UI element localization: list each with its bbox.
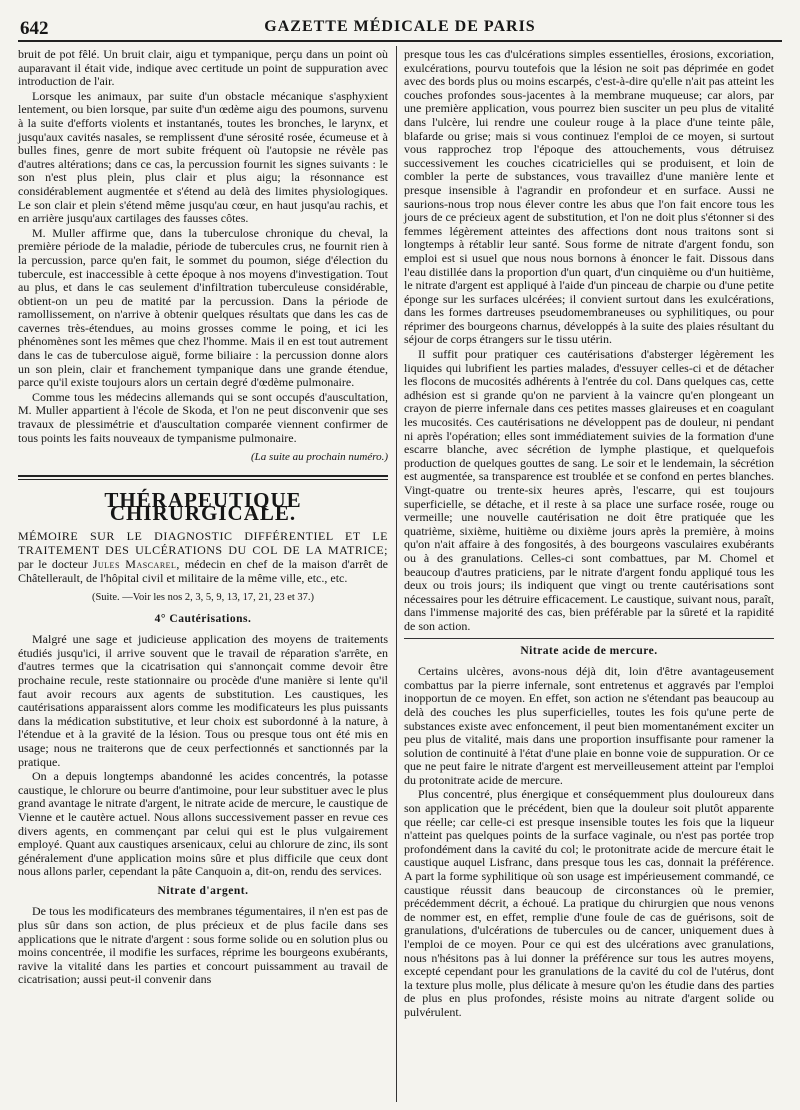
article-author: Jules Mascarel, xyxy=(92,557,180,571)
paragraph: Comme tous les médecins allemands qui se sont occupés d'auscultation, M. Muller appartient à l'école de Skoda, et l'on ne peut disconvenir que ses travaux de plessimétrie et d'auscultation comparée viennent confirmer de tous points les faits nouveaux de tympanisme pulmonaire. xyxy=(18,389,388,445)
paragraph: Malgré une sage et judicieuse application des moyens de traitements étudiés jusqu'ici, il arrive souvent que le travail de réparation s'arrête, en d'autres termes que la cicatrisation qui s'annonçait comme devoir être prochaine recule, reste stationnaire ou procède d'une manière si lente qu'il faut avoir recours aux agents de substitution. Les caustiques, les cautérisations apparaissent alors comme les modificateurs les plus puissants dans la médication substitutive, et leur choix est subordonné à la nature, à l'étendue et à la gravité de la lésion. Tous ou presque tous ont été mis en usage; nous ne traiterons que de ceux perfectionnés et sanctionnés par la pratique. xyxy=(18,632,388,769)
subheading: Nitrate d'argent. xyxy=(157,884,249,897)
section-divider xyxy=(18,475,388,480)
right-column xyxy=(404,48,774,1021)
article-title xyxy=(18,529,388,585)
subheading: Nitrate acide de mercure. xyxy=(520,644,658,657)
paragraph: M. Muller affirme que, dans la tuberculose chronique du cheval, la première période de la maladie, période de tubercules crus, ne fournit rien à la percussion, parce qu'en fait, le sommet du poumon, siége d'élection du tubercule, est inaccessible à cette époque à nos moyens d'investigation. Tout au plus, et dans le cas seulement d'infiltration tuberculeuse considérable, obtient-on un peu de matité par la percussion. Dans la période de ramollissement, on n'arrive à obtenir quelques résultats que dans les cas de cavernes très-étendues, au moins grosses comme le poing, et ici les phénomènes sont les mêmes que chez l'homme. Mais il en est tout autrement dans le cas de tuberculose aiguë, forme biliaire : la percussion donne alors un son plein, clair et franchement tympanique dans une grande étendue, parce qu'il existe toujours alors un certain degré d'œdème pulmonaire. xyxy=(18,225,388,390)
paragraph: Lorsque les animaux, par suite d'un obstacle mécanique s'asphyxient lentement, ou bien lorsque, par suite d'un œdème aigu des poumons, survenu à la suite d'efforts violents et instantanés, toutes les bronches, le larynx, et jusqu'aux cavités nasales, se remplissent d'une sérosité rosée, écumeuse et à bulles fines, genre de mort subite fréquent où l'autopsie ne révèle pas d'autres altérations; dans ce cas, la percussion fournit les signes suivants : le son n'est plus plein, plus clair et plus aigu; la résonnance est considérablement augmentée et s'étend au delà des limites physiologiques. Le son clair et plein s'étend même jusqu'au cœur, en haut jusqu'au rachis, et en arrière jusqu'aux cartilages des fausses côtes. xyxy=(18,88,388,226)
suite-note: (Suite. —Voir les nos 2, 3, 5, 9, 13, 17, 21, 23 et 37.) xyxy=(91,592,315,603)
paragraph: presque tous les cas d'ulcérations simples essentielles, érosions, excoriation, exulcérations, pourvu toutefois que la lésion ne soit pas déprimée en godet avec des bords plus ou moins escarpés, c'est-à-dire qu'elle n'ait pas atteint les couches profondes sous-jacentes à la membrane muqueuse; car alors, par une première application, vous pourrez bien susciter un peu plus de vitalité dans l'ulcère, lui rendre une couleur rouge à la place d'une teinte pâle, blafarde ou grise; mais si vous continuez l'emploi de ce moyen, si surtout vous rapprochez trop l'époque des attouchements, vous détruisez successivement les couches cicatricielles qui se produisent, et loin de combler la perte de substances, vous travaillez d'une manière lente et presque insensible à l'agrandir en profondeur et en surface. Aussi ne saurions-nous trop nous élever contre les abus que l'on fait encore tous les jours de ce précieux agent de substitution, et l'on ne doit plus s'étonner si des femmes légèrement atteintes des affections dont nous traitons sont si longtemps à rétablir leur santé. Sous forme de nitrate d'argent fondu, son emploi est si usuel que nous nous bornons à énoncer le fait. Dissous dans l'eau distillée dans la proportion d'un quart, d'un cinquième ou d'un huitième, le nitrate d'argent est appliqué à l'aide d'un pinceau de charpie ou d'une petite éponge sur les surfaces ulcérées; il convient surtout dans les exulcérations, dans les formes dartreuses pseudomembraneuses ou syphilitiques, ou pour réprimer des bourgeons charnus, développés à la suite des plaies résultant du séjour de corps étrangers sur le tissu utérin. xyxy=(404,47,774,347)
paragraph: Plus concentré, plus énergique et conséquemment plus douloureux dans son application que le précédent, bien que la douleur soit plutôt apparente que réelle; car celle-ci est presque insensible toutes les fois que la liqueur n'atteint pas quelques points de la surface vaginale, ou n'est pas portée trop profondément dans la cavité du col; le protonitrate acide de mercure était le caustique auquel Lisfranc, dans presque tous les cas, donnait la préférence. A part la forme syphilitique où son usage est impérieusement commandé, ce caustique réussit dans beaucoup de circonstances où le premier, précédemment décrit, a échoué. La pratique du chirurgien que nous venons de nommer est, en effet, remplie d'une foule de cas de guérisons, soit de granulations, d'ulcérations de tubercules ou de cancer, uniquement dues à l'emploi de ce moyen. Pour ce qui est des ulcérations avec granulations, nous n'hésitons pas à lui donner la préférence sur tous les autres moyens, excepté cependant pour les granulations de la cavité du col de l'utérus, dont la texture plus molle, plus délicate à mesure qu'on les étudie dans des parties de plus en plus profondes, résiste moins au nitrate d'argent solide ou pulvérulent. xyxy=(404,787,774,1019)
section-title: THÉRAPEUTIQUE CHIRURGICALE. xyxy=(104,487,302,526)
page-number: 642 xyxy=(20,18,49,39)
paragraph: Il suffit pour pratiquer ces cautérisations d'absterger légèrement les liquides qui lubrifient les parties malades, d'essuyer celles-ci et de détacher les flocons de mucosités adhérents à l'entrée du col. Dans quelques cas, cette adhésion est si grande qu'on ne parvient à la vaincre qu'en plongeant un crayon de pierre infernale dans ces petites masses glaireuses et en coagulant les mucosités. Ces cautérisations ne développent pas de douleur, ni pendant ni après l'opération; elles sont immédiatement suivies de la formation d'une escarre blanche, avec sécrétion de lymphe plastique, et quelquefois production de quelques gouttes de sang. Le soir et le lendemain, la sécrétion est augmentée, sa transparence est troublée et se confond en pertes blanches. Vingt-quatre ou trente-six heures après, l'escarre, qui est toujours superficielle, se détache, et il reste à sa place une surface rosée, rouge ou vermeille; une nouvelle cautérisation ne doit être pratiquée que les quatrième, sixième, huitième ou dixième jours après la première, à moins qu'on n'ait affaire à des fongosités, à des bourgeons vasculaires exubérants ou à des granulations. Celles-ci sont combattues, par M. Chomel et beaucoup d'autres praticiens, par le nitrate d'argent fondu appliqué tous les deux ou trois jours; ils indiquent que vingt ou trente cautérisations sont nécessaires pour les détruire efficacement. Le caustique, suivant nous, paraît, dans l'immense majorité des cas, bien préférable par la sûreté et la rapidité de son action. xyxy=(404,347,774,633)
journal-title: GAZETTE MÉDICALE DE PARIS xyxy=(264,18,536,35)
divider xyxy=(404,638,774,639)
paragraph: Certains ulcères, avons-nous déjà dit, loin d'être avantageusement combattus par la pierre infernale, sont entretenus et aggravés par l'emploi inopportun de ce moyen. En effet, son action ne s'étendant pas beaucoup au delà des couches les plus superficielles, toutes les fois qu'une perte de substances existe avec enfoncement, il peut bien momentanément exciter un peu plus de vitalité, mais dans une proportion insuffisante pour ramener la solution de continuité à l'état d'une plaie en bonne voie de suppuration. Or ce que ne peut faire le nitrate d'argent est merveilleusement atteint par l'emploi du protonitrate acide de mercure. xyxy=(404,664,774,787)
continuation-note: (La suite au prochain numéro.) xyxy=(251,451,388,464)
column-divider xyxy=(396,46,397,1102)
subheading: 4° Cautérisations. xyxy=(154,612,252,625)
paragraph: On a depuis longtemps abandonné les acides concentrés, la potasse caustique, le chlorure ou beurre d'antimoine, pour leur substituer avec le plus grand avantage le nitrate d'argent, le nitrate acide de mercure, le caustique de Vienne et le cautère actuel. Nous allons successivement passer en revue ces divers agents, en commençant par celui qui est le plus vulgairement employé. Quant aux caustiques arsenicaux, celui au chlorure de zinc, ils sont généralement d'une application moins sûre et plus difficile que ceux dont nous allons parler, cependant la pâte Canquoin a, dit-on, rendu des services. xyxy=(18,769,388,879)
article-title-main: MÉMOIRE SUR LE DIAGNOSTIC DIFFÉRENTIEL ET LE TRAITEMENT DES ULCÉRATIONS DU COL DE LA MATRICE; xyxy=(18,529,388,557)
page-header xyxy=(18,12,782,42)
left-column xyxy=(18,48,388,988)
header-rule xyxy=(18,40,782,42)
paragraph: De tous les modificateurs des membranes tégumentaires, il n'en est pas de plus sûr dans son action, de plus précieux et de plus facile dans ses applications que le nitrate d'argent : sous forme solide ou en solution plus ou moins concentrée, il modifie les surfaces, réprime les bourgeons exubérants, ravive la vitalité dans les parties et concourt puissamment au travail de cicatrisation; aussi peut-il convenir dans xyxy=(18,904,388,987)
article-title-by: par le docteur xyxy=(18,557,93,571)
article-title-affiliation: médecin en chef de la maison d'arrêt de Châtellerault, de l'hôpital civil et militaire de la même ville, etc., etc. xyxy=(18,557,388,585)
paragraph: bruit de pot fêlé. Un bruit clair, aigu et tympanique, perçu dans un point où auparavant il était vide, indique avec certitude un point de suppuration avec introduction de l'air. xyxy=(18,47,388,89)
